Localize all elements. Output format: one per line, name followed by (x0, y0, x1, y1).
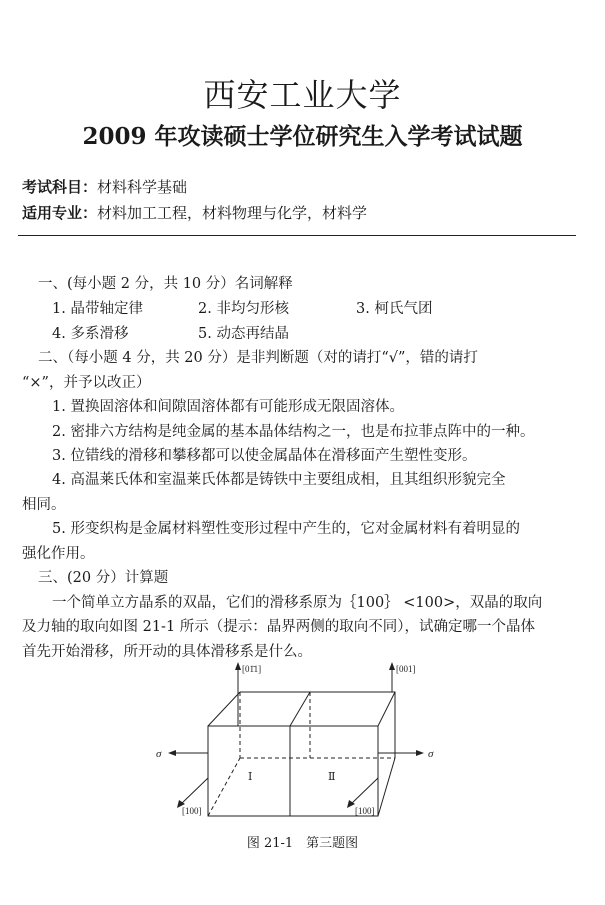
major-value: 材料加工工程，材料物理与化学，材料学 (97, 204, 368, 222)
section1-item-2: 2. 非均匀形核 (198, 301, 289, 317)
arrowhead-top-left (235, 662, 241, 670)
grain-2-label: Ⅱ (328, 771, 336, 783)
box-edge-top-right (378, 692, 395, 726)
section1-item-1: 1. 晶带轴定律 (52, 301, 143, 317)
section2-title-line2: “×”，并予以改正） (22, 375, 151, 391)
section3-problem-line3: 首先开始滑移，所开动的具体滑移系是什么。 (22, 644, 312, 660)
section3-title: 三、(20 分）计算题 (38, 570, 169, 586)
section1-item-3: 3. 柯氏气团 (356, 301, 433, 317)
sigma-left-label: σ (156, 748, 162, 760)
sigma-right-label: σ (428, 748, 434, 760)
subject-value: 材料科学基础 (97, 178, 188, 196)
header-divider (18, 235, 576, 236)
label-bottom-left-direction: [100] (182, 806, 202, 816)
box-back-edges (240, 692, 395, 758)
subject-label: 考试科目： (22, 178, 98, 196)
box-edge-top-left (208, 692, 240, 726)
section2-question-3: 3. 位错线的滑移和攀移都可以使金属晶体在滑移面产生塑性变形。 (52, 448, 477, 464)
section1-item-4: 4. 多系滑移 (52, 326, 129, 342)
section1-title: 一、(每小题 2 分，共 10 分）名词解释 (38, 276, 293, 292)
figure-caption: 图 21-1 第三题图 (246, 836, 359, 851)
section2-question-5-line2: 强化作用。 (22, 546, 95, 562)
bicrystal-figure (150, 660, 450, 820)
grain-1-label: Ⅰ (248, 771, 253, 783)
exam-title: 2009 年攻读硕士学位研究生入学考试试题 (82, 123, 523, 150)
section2-question-1: 1. 置换固溶体和间隙固溶体都有可能形成无限固溶体。 (52, 399, 404, 415)
arrowhead-right (416, 750, 424, 756)
major-label: 适用专业： (22, 204, 98, 222)
label-bottom-right-direction: [100] (355, 806, 375, 816)
direction-arrow-bottom-left (180, 778, 208, 805)
box-edge-bottom-left-hidden (208, 758, 240, 816)
label-top-left-direction: [01̄1] (242, 664, 262, 674)
section2-question-2: 2. 密排六方结构是纯金属的基本晶体结构之一，也是布拉菲点阵中的一种。 (52, 424, 535, 440)
grain-boundary-top (290, 692, 310, 726)
section2-title-line1: 二、（每小题 4 分，共 20 分）是非判断题（对的请打“√”，错的请打 (38, 350, 478, 366)
direction-arrow-bottom-right (350, 778, 378, 805)
section2-question-5-line1: 5. 形变织构是金属材料塑性变形过程中产生的，它对金属材料有着明显的 (52, 521, 520, 537)
university-title: 西安工业大学 (203, 76, 402, 114)
major-line (22, 202, 367, 223)
arrowhead-left (168, 750, 176, 756)
section2-question-4-line1: 4. 高温莱氏体和室温莱氏体都是铸铁中主要组成相，且其组织形貌完全 (52, 472, 506, 488)
arrowhead-top-right (389, 662, 395, 670)
subject-line (22, 176, 187, 197)
section3-problem-line1: 一个简单立方晶系的双晶，它们的滑移系原为｛100｝ <100>，双晶的取向 (52, 595, 543, 611)
section3-problem-line2: 及力轴的取向如图 21-1 所示（提示：晶界两侧的取向不同），试确定哪一个晶体 (22, 619, 536, 635)
section1-item-5: 5. 动态再结晶 (198, 326, 289, 342)
label-top-right-direction: [001] (396, 664, 416, 674)
section2-question-4-line2: 相同。 (22, 497, 66, 513)
box-edge-bottom-right (378, 758, 395, 816)
